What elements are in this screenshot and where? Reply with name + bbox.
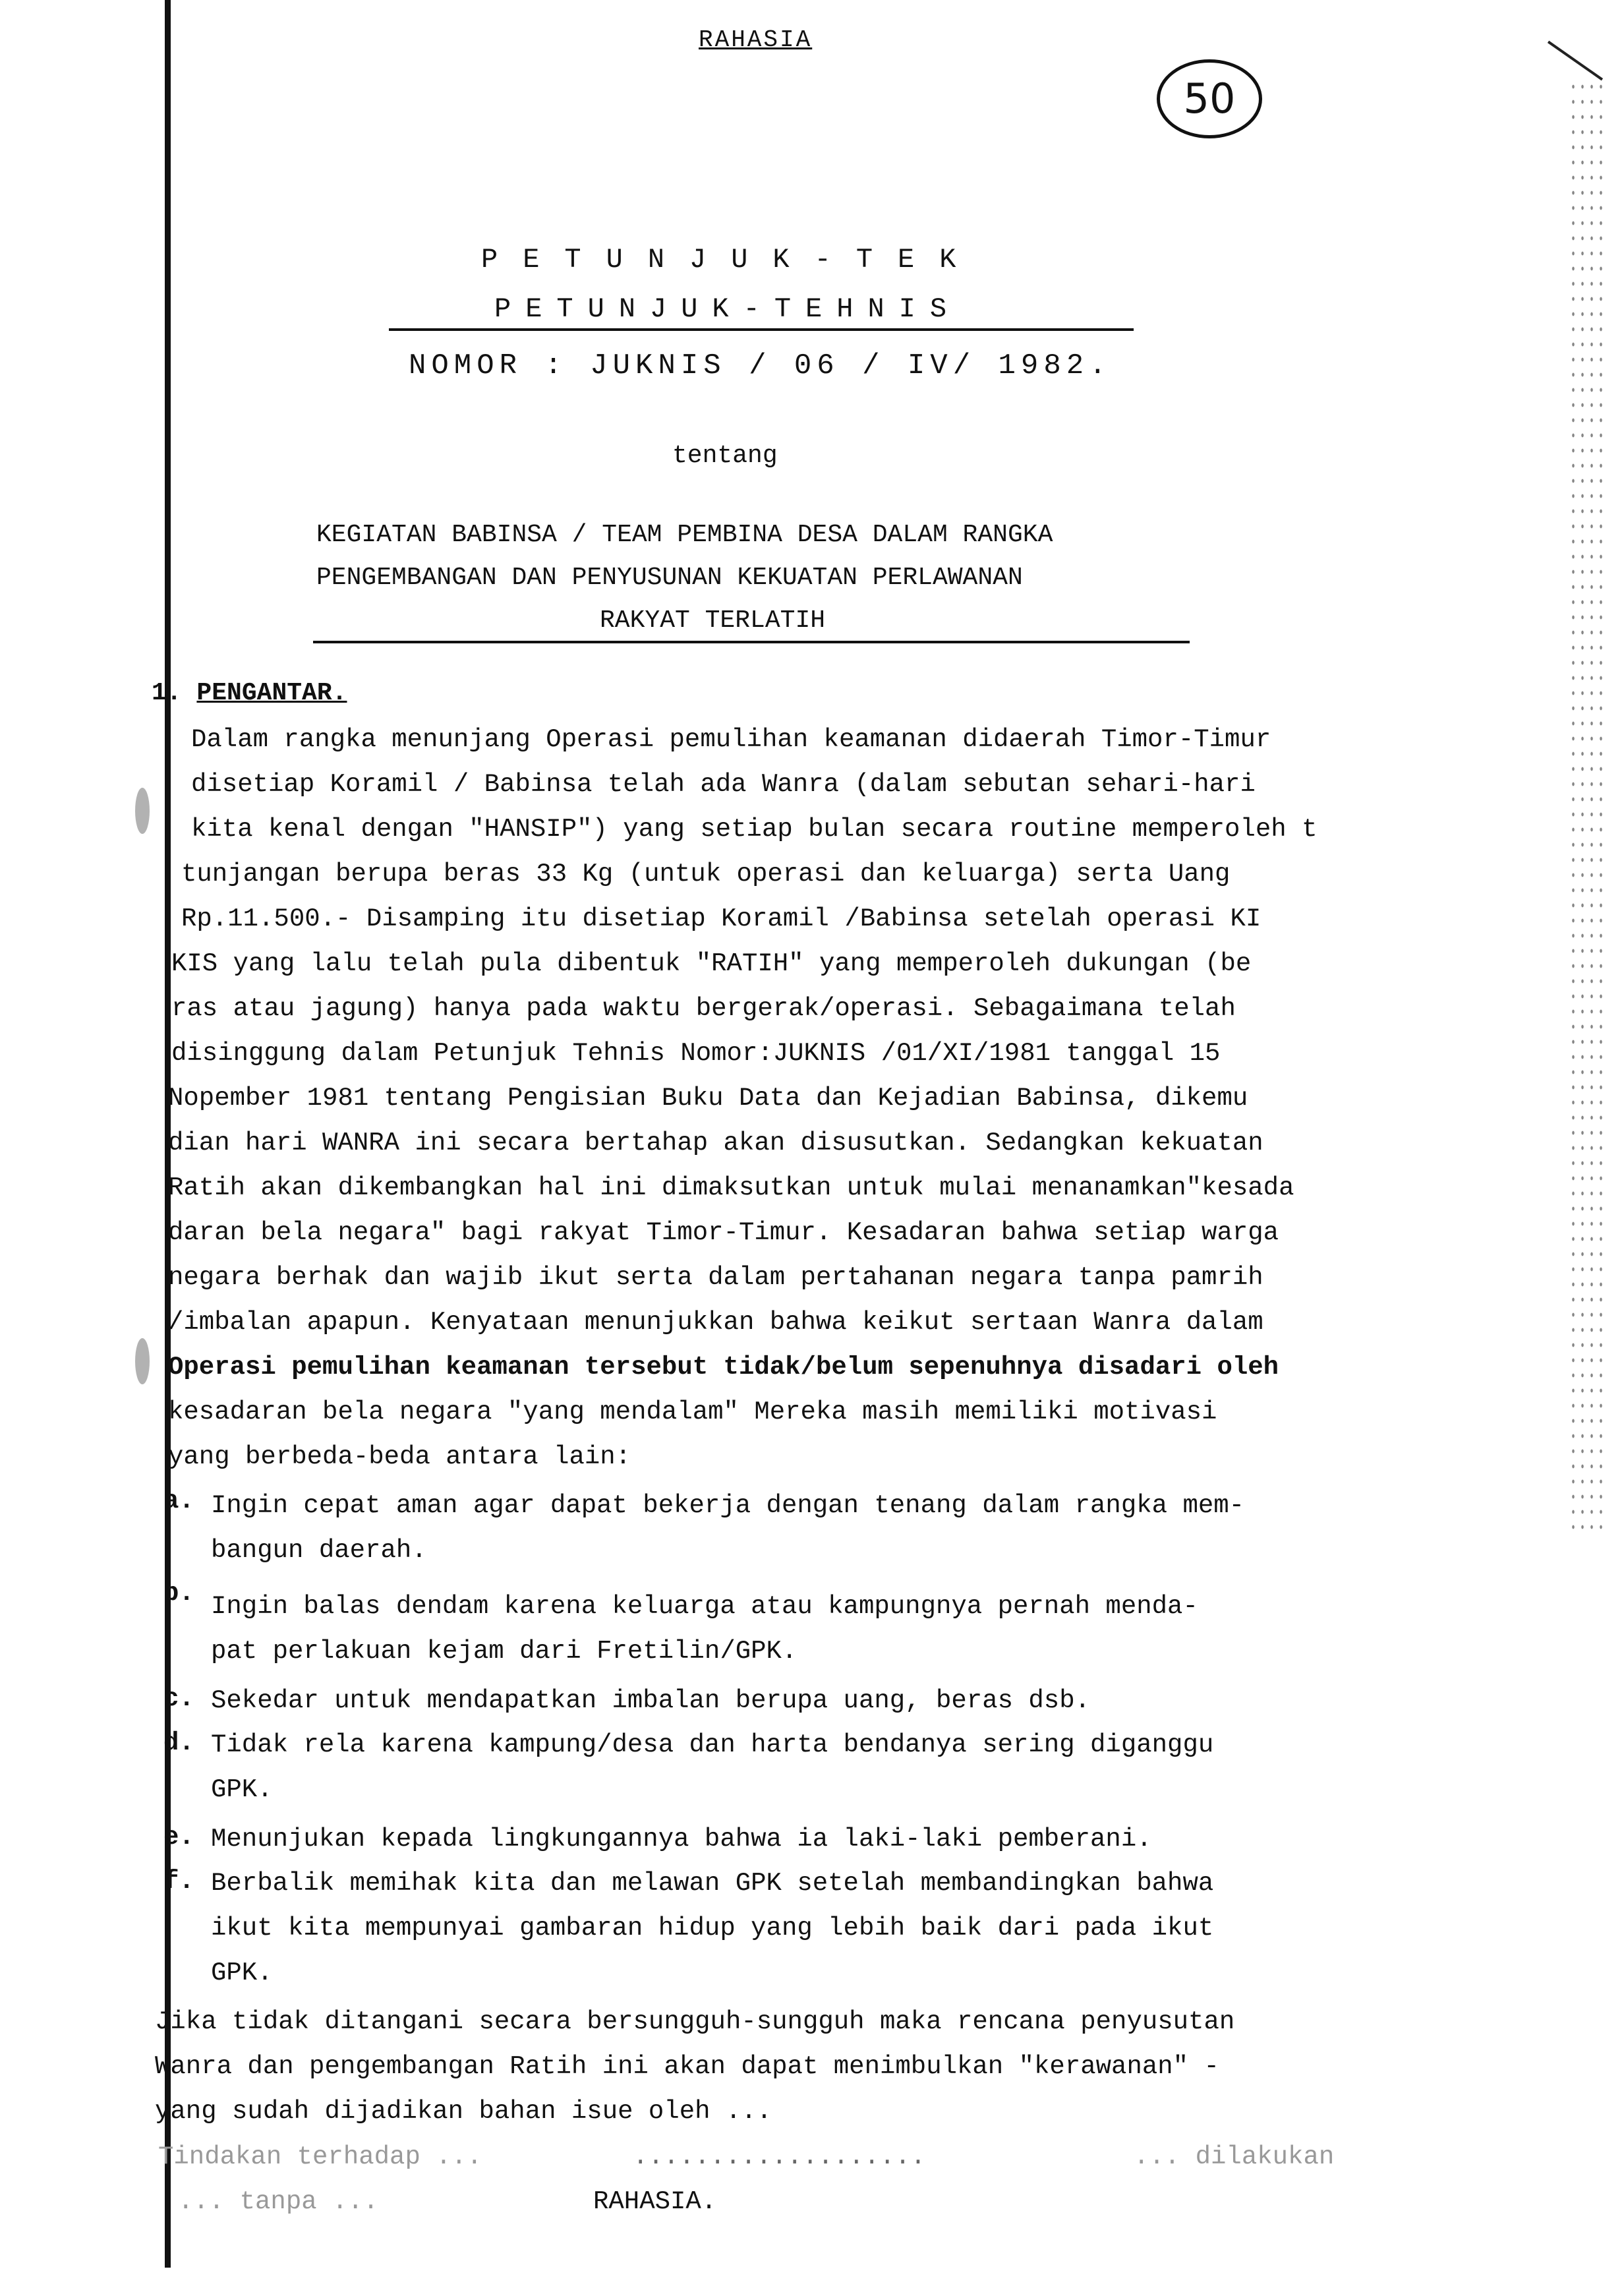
paragraph-line: ras atau jagung) hanya pada waktu bergerak/operasi. Sebagaimana telah — [171, 994, 1236, 1023]
list-letter-c: c. — [163, 1684, 194, 1713]
page-number-circled: 50 — [1157, 59, 1262, 138]
subject-line-1: KEGIATAN BABINSA / TEAM PEMBINA DESA DALAM RANGKA — [316, 521, 1053, 549]
list-item-d-line: GPK. — [211, 1775, 273, 1804]
list-letter-e: e. — [163, 1823, 194, 1852]
closing-line: Wanra dan pengembangan Ratih ini akan dapat menimbulkan "kerawanan" - — [155, 2052, 1219, 2081]
list-item-a-line: Ingin cepat aman agar dapat bekerja dengan tenang dalam rangka mem- — [211, 1491, 1245, 1520]
title-rule-bottom — [313, 641, 1190, 643]
subject-line-3: RAKYAT TERLATIH — [600, 606, 826, 635]
closing-line: Jika tidak ditangani secara bersungguh-sungguh maka rencana penyusutan — [155, 2007, 1235, 2036]
footer-line-2-left: ... tanpa ... — [178, 2187, 379, 2216]
footer-classification: RAHASIA. — [593, 2187, 717, 2216]
list-item-e-line: Menunjukan kepada lingkungannya bahwa ia laki-laki pemberani. — [211, 1825, 1152, 1854]
section-heading — [152, 679, 347, 707]
scan-noise-right-edge — [1569, 79, 1608, 1529]
list-letter-a: a. — [163, 1486, 194, 1515]
paragraph-line: Ratih akan dikembangkan hal ini dimaksutkan untuk mulai menanamkan"kesada — [168, 1173, 1294, 1202]
paragraph-line: Operasi pemulihan keamanan tersebut tidak/belum sepenuhnya disadari oleh — [168, 1353, 1279, 1382]
title-rule-top — [389, 328, 1134, 331]
paragraph-line: KIS yang lalu telah pula dibentuk "RATIH" yang memperoleh dukungan (be — [171, 949, 1252, 978]
subject-line-2: PENGEMBANGAN DAN PENYUSUNAN KEKUATAN PERLAWANAN — [316, 564, 1023, 592]
paragraph-line: kesadaran bela negara "yang mendalam" Mereka masih memiliki motivasi — [168, 1397, 1217, 1426]
section-title: PENGANTAR. — [196, 679, 347, 707]
footer-line-1-left: Tindakan terhadap ... — [158, 2142, 482, 2171]
paragraph-line: /imbalan apapun. Kenyataan menunjukkan bahwa keikut sertaan Wanra dalam — [168, 1308, 1263, 1337]
document-number: NOMOR : JUKNIS / 06 / IV/ 1982. — [409, 349, 1112, 382]
footer-line-1-right: ... dilakukan — [1134, 2142, 1335, 2171]
scan-smudge — [135, 788, 150, 834]
list-item-b-line: Ingin balas dendam karena keluarga atau kampungnya pernah menda- — [211, 1592, 1198, 1621]
paragraph-line: disetiap Koramil / Babinsa telah ada Wanra (dalam sebutan sehari-hari — [191, 770, 1256, 799]
title-line-1: PETUNJUK-TEK — [481, 244, 981, 276]
paragraph-line: kita kenal dengan "HANSIP") yang setiap bulan secara routine memperoleh t — [191, 815, 1318, 844]
section-number: 1. — [152, 679, 182, 707]
paragraph-line: Rp.11.500.- Disamping itu disetiap Koramil /Babinsa setelah operasi KI — [181, 904, 1262, 933]
scan-smudge — [135, 1338, 150, 1384]
paragraph-line: daran bela negara" bagi rakyat Timor-Timur. Kesadaran bahwa setiap warga — [168, 1218, 1279, 1247]
list-item-a-line: bangun daerah. — [211, 1536, 427, 1565]
paragraph-line: negara berhak dan wajib ikut serta dalam pertahanan negara tanpa pamrih — [168, 1263, 1263, 1292]
paragraph-line: tunjangan berupa beras 33 Kg (untuk operasi dan keluarga) serta Uang — [181, 860, 1231, 889]
list-letter-b: b. — [163, 1579, 194, 1608]
classification-label: RAHASIA — [699, 26, 813, 53]
paragraph-line: Dalam rangka menunjang Operasi pemulihan keamanan didaerah Timor-Timur — [191, 725, 1271, 754]
paragraph-line: disinggung dalam Petunjuk Tehnis Nomor:JUKNIS /01/XI/1981 tanggal 15 — [171, 1039, 1221, 1068]
list-item-f-line: GPK. — [211, 1958, 273, 1987]
list-letter-f: f. — [163, 1867, 194, 1896]
tentang-label: tentang — [672, 442, 778, 470]
footer-line-1-mid: ................... — [633, 2142, 926, 2171]
list-item-b-line: pat perlakuan kejam dari Fretilin/GPK. — [211, 1637, 798, 1666]
paragraph-line: Nopember 1981 tentang Pengisian Buku Data dan Kejadian Babinsa, dikemu — [168, 1084, 1248, 1113]
list-item-f-line: ikut kita mempunyai gambaran hidup yang lebih baik dari pada ikut — [211, 1914, 1214, 1943]
title-line-2: PETUNJUK-TEHNIS — [494, 293, 962, 325]
closing-line: yang sudah dijadikan bahan isue oleh ... — [155, 2097, 772, 2126]
list-item-c-line: Sekedar untuk mendapatkan imbalan berupa uang, beras dsb. — [211, 1686, 1091, 1715]
list-item-f-line: Berbalik memihak kita dan melawan GPK setelah membandingkan bahwa — [211, 1869, 1214, 1898]
list-item-d-line: Tidak rela karena kampung/desa dan harta bendanya sering diganggu — [211, 1730, 1214, 1759]
scan-corner-mark — [1548, 41, 1603, 81]
list-letter-d: d. — [163, 1728, 194, 1757]
paragraph-line: dian hari WANRA ini secara bertahap akan disusutkan. Sedangkan kekuatan — [168, 1129, 1263, 1158]
paragraph-line: yang berbeda-beda antara lain: — [168, 1442, 631, 1471]
